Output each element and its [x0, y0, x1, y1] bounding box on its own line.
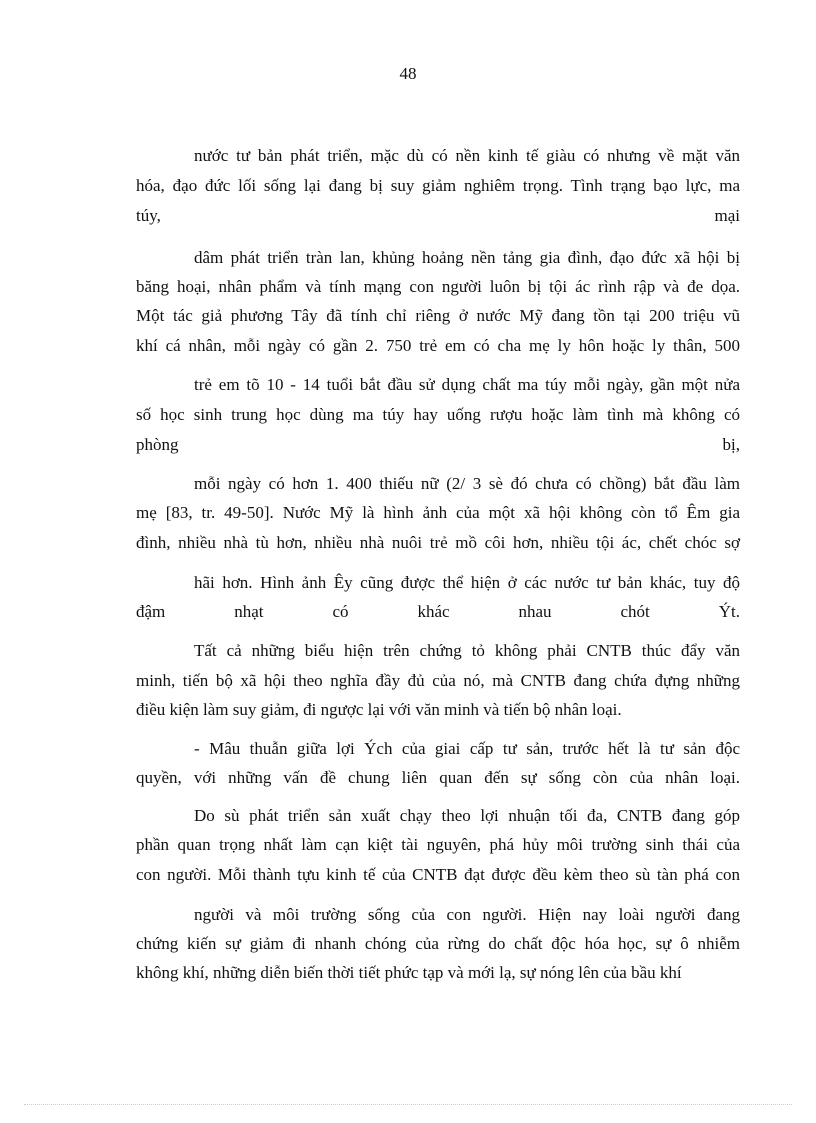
text-line: mỗi ngày có hơn 1. 400 thiếu nữ (2/ 3 sè đó chưa có chồng) bắt đầu làm: [194, 474, 740, 493]
text-line: chứng kiến sự giảm đi nhanh chóng của rừng do chất độc hóa học, sự ô nhiễm: [136, 934, 740, 953]
text-line: đình, nhiều nhà tù hơn, nhiều nhà nuôi trẻ mồ côi hơn, nhiều tội ác, chết chóc sợ: [136, 533, 740, 552]
text-line: Một tác giả phương Tây đã tính chỉ riêng ở nước Mỹ đang tồn tại 200 triệu vũ: [136, 306, 740, 325]
text-line: mại: [714, 206, 740, 225]
text-line: đậm nhạt có khác nhau chót Ýt.: [136, 602, 740, 621]
footer-rule: [24, 1104, 792, 1105]
text-line: minh, tiến bộ xã hội theo nghĩa đầy đủ của nó, mà CNTB đang chứa đựng những: [136, 671, 740, 690]
text-line: số học sinh trung học dùng ma túy hay uống rượu hoặc làm tình mà không có: [136, 405, 740, 424]
text-line: con người. Mỗi thành tựu kinh tế của CNTB đạt được đều kèm theo sù tàn phá con: [136, 865, 740, 884]
text-line: Tất cả những biểu hiện trên chứng tỏ không phải CNTB thúc đẩy văn: [194, 641, 740, 660]
text-line: khí cá nhân, mỗi ngày có gần 2. 750 trẻ em có cha mẹ ly hôn hoặc ly thân, 500: [136, 336, 740, 355]
text-line: điều kiện làm suy giảm, đi ngược lại với văn minh và tiến bộ nhân loại.: [136, 700, 622, 719]
page-number: 48: [399, 64, 417, 83]
text-line: túy,: [136, 206, 161, 225]
text-line: - Mâu thuẫn giữa lợi Ých của giai cấp tư sản, trước hết là tư sản độc: [194, 739, 740, 758]
text-line: trẻ em tõ 10 - 14 tuổi bắt đầu sử dụng chất ma túy mỗi ngày, gần một nửa: [194, 375, 740, 394]
text-line: hóa, đạo đức lối sống lại đang bị suy giảm nghiêm trọng. Tình trạng bạo lực, ma: [136, 176, 740, 195]
text-line: người và môi trường sống của con người. Hiện nay loài người đang: [194, 905, 740, 924]
text-line: dâm phát triển tràn lan, khủng hoảng nền tảng gia đình, đạo đức xã hội bị: [194, 248, 740, 267]
text-line: phòng: [136, 435, 179, 454]
text-line: quyền, với những vấn đề chung liên quan đến sự sống còn của nhân loại.: [136, 768, 740, 787]
text-line: nước tư bản phát triển, mặc dù có nền kinh tế giàu có nhưng về mặt văn: [194, 146, 740, 165]
text-line: hãi hơn. Hình ảnh Êy cũng được thể hiện ở các nước tư bản khác, tuy độ: [194, 573, 740, 592]
text-line: Do sù phát triển sản xuất chạy theo lợi nhuận tối đa, CNTB đang góp: [194, 806, 740, 825]
text-line: phần quan trọng nhất làm cạn kiệt tài nguyên, phá hủy môi trường sinh thái của: [136, 835, 740, 854]
text-line: không khí, những diễn biến thời tiết phức tạp và mới lạ, sự nóng lên của bầu khí: [136, 963, 682, 982]
text-line: băng hoại, nhân phẩm và tính mạng con người luôn bị tội ác rình rập và đe dọa.: [136, 277, 740, 296]
text-line: mẹ [83, tr. 49-50]. Nước Mỹ là hình ảnh của một xã hội không còn tổ Êm gia: [136, 503, 740, 522]
text-line: bị,: [722, 435, 740, 454]
